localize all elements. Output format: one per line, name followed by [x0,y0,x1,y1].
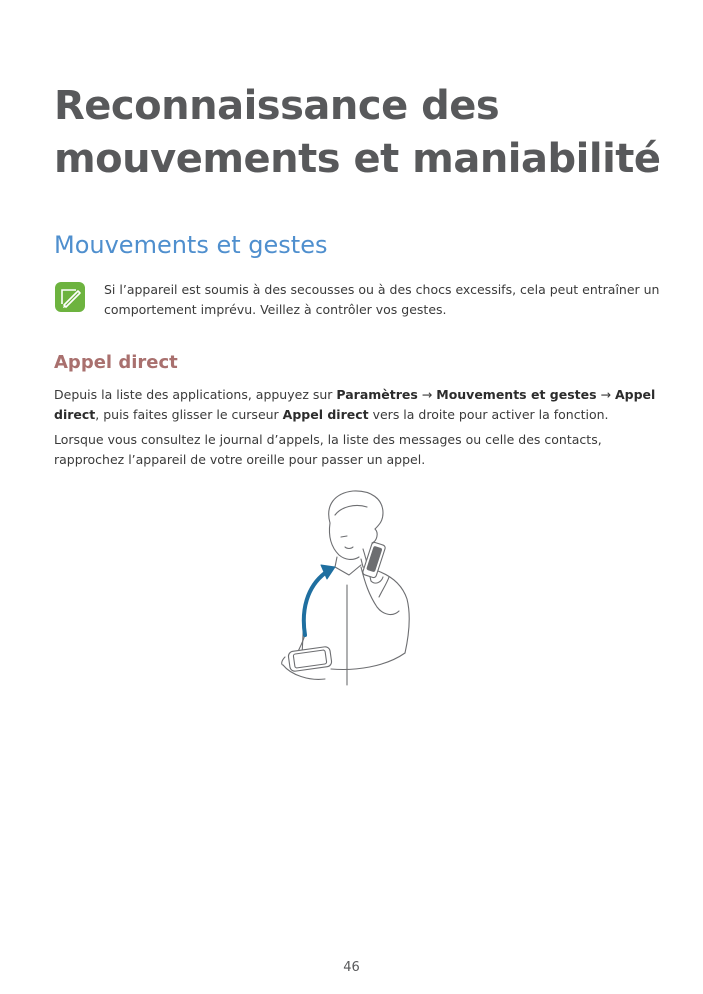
subsection-title: Appel direct [54,352,178,373]
comma: , [95,407,100,422]
instruction-text-2: puis faites glisser le curseur [99,407,283,422]
menu-path-settings: Paramètres [336,387,418,402]
menu-path-direct-call: Appel direct [54,387,656,422]
page-title-line-1: Reconnaissance des [54,83,500,129]
page-title [54,80,674,186]
menu-path-motions: Mouvements et gestes [436,387,597,402]
path-arrow: → [417,387,437,402]
instruction-intro: Depuis la liste des applications, appuyez sur [54,387,337,402]
slider-name: Appel direct [282,407,369,422]
instruction-paragraph [54,385,659,425]
note-text: Si l’appareil est soumis à des secousses ou à des chocs excessifs, cela peut entraîner un comportement imprévu. Veillez à contrôler vos gestes. [104,282,660,317]
usage-paragraph: Lorsque vous consultez le journal d’appels, la liste des messages ou celle des contacts, rapprochez l’appareil de votre oreille pour passer un appel. [54,432,602,467]
page-title-line-2: mouvements et maniabilité [54,136,661,182]
page-number: 46 [343,960,360,975]
note-pencil-icon [54,281,86,313]
section-title: Mouvements et gestes [54,231,328,259]
person-raising-phone-to-ear-icon [275,485,435,690]
instruction-text-3: vers la droite pour activer la fonction. [368,407,609,422]
path-arrow: → [596,387,615,402]
